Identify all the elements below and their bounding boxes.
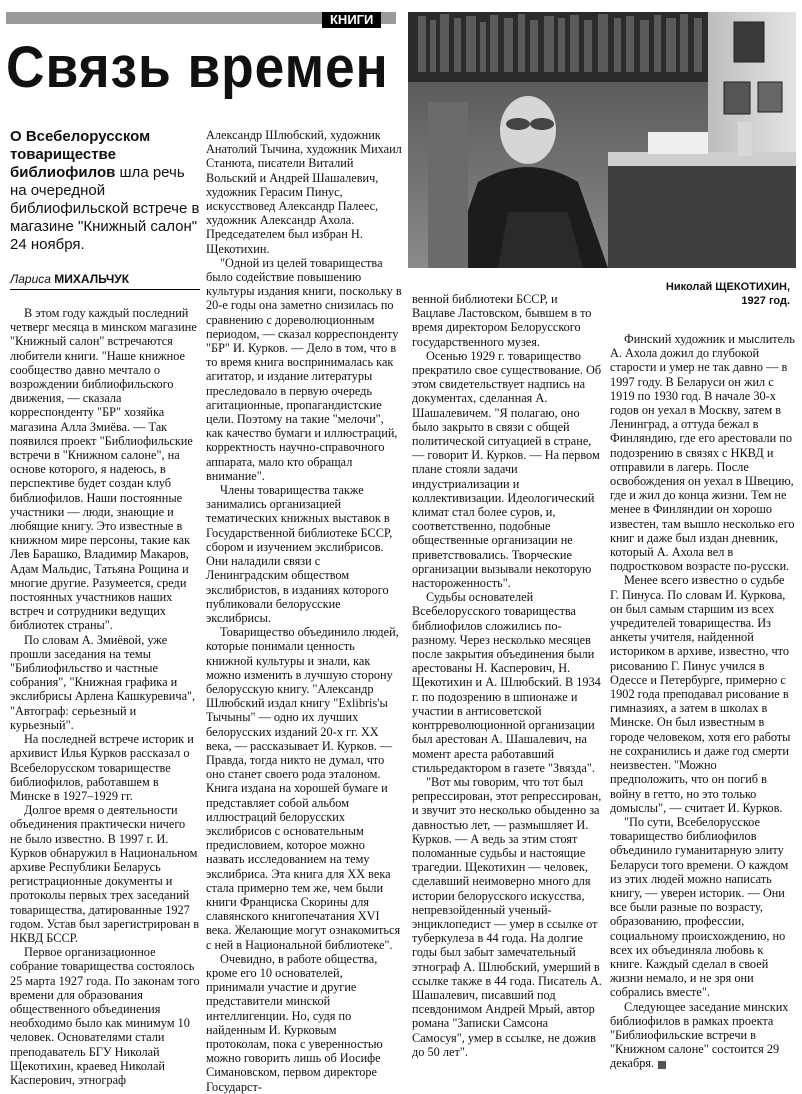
article-column-4 (610, 332, 796, 1071)
portrait-photo (408, 12, 796, 268)
paragraph: По словам А. Змиёвой, уже прошли заседания на темы "Библиофильство и частные собрания", "Книжная графика и экслибрисы Арлена Кашкуревича", "Автограф: серьезный и курьезный". (10, 632, 196, 732)
paragraph: Судьбы основателей Всебелорусского товарищества библиофилов сложились по-разному. Через несколько месяцев после закрытия объединения были арестованы Н. Касперович, Н. Щекотихин и А. Шлюбский. В 1934 г. по подозрению в шпионаже и участии в антисоветской контрреволюционной организации был арестован А. Шашалевич, на момент ареста работавший стильредактором в газете "Звязда". (412, 590, 601, 775)
paragraph: Следующее заседание минских библиофилов в рамках проекта "Библиофильские встречи в "Книжном салоне" состоится 29 декабря. (610, 999, 789, 1071)
paragraph: "Вот мы говорим, что тот был репрессирован, этот репрессирован, и звучит это несколько обыденно за давностью лет, — размышляет И. Курков. — А ведь за этим стоят поломанные судьбы и настоящие трагедии. Щекотихин — человек, сделавший неимоверно много для истории белорусского искусства, непревзойденный ученый-энциклопедист — умер в ссылке от туберкулеза в 44 года. На долгие годы был забыт замечательный этнограф А. Шлюбский, умерший в ссылке также в 44 года. Писатель А. Шашалевич, писавший под псевдонимом Андрей Мрый, автор романа "Записки Самсона Самосуя", умер в ссылке, не дожив до 50 лет". (412, 774, 602, 1059)
paragraph: Александр Шлюбский, художник Анатолий Тычина, художник Михаил Станюта, писатели Виталий Вольский и Андрей Шашалевич, художник Герасим Пинус, искусствовед Александр Палеес, художник Александр Ахола. Председателем был избран Н. Щекотихин. (206, 128, 402, 256)
paragraph: Очевидно, в работе общества, кроме его 10 основателей, принимали участие и другие представители минской интеллигенции. Но, судя по найденным И. Курковым протоколам, пока с уверенностью можно говорить лишь об Иосифе Симановском, первом директоре Государст- (206, 951, 383, 1094)
paragraph: Осенью 1929 г. товарищество прекратило свое существование. Об этом свидетельствует надпись на документах, сделанная А. Шашалевичем. "Я полагаю, оно было закрыто в связи с общей политической ситуацией в стране, — говорит И. Курков. — На первом плане стояли задачи индустриализации и коллективизации. Идеологический климат стал более суров, и, соответственно, подобные общественные организации не приветствовались. Творческие организации вызывали некоторую настороженность". (412, 348, 602, 591)
article-column-1 (10, 306, 200, 1087)
author-last-name: МИХАЛЬЧУК (54, 272, 130, 286)
paragraph: Товарищество объединило людей, которые понимали ценность книжной культуры и знали, как можно изменить в лучшую сторону белорусскую книгу. "Александр Шлюбский издал книгу "Exlibris'ы Тычыны" — одно их лучших белорусских изданий 20-х гг. XX века, — рассказывает И. Курков. — Правда, тогда никто не думал, что оно станет своего рода эталоном. Книга издана на хорошей бумаге и представляет собой альбом иллюстраций белорусских экслибрисов с основательным предисловием, которое можно назвать исследованием на тему экслибриса. Эта книга для XX века стала примерно тем же, чем были книги Франциска Скорины для славянского книгопечатания XVI века. Желающие могут ознакомиться с ней в Национальной библиотеке". (206, 625, 401, 952)
lead-bold: О Всебелорусском товариществе библиофилов (10, 128, 151, 181)
lead-text: шла речь на очередной библиофильской встрече в магазине "Книжный салон" 24 ноября. (10, 164, 200, 253)
paragraph: Члены товарищества также занимались организацией тематических книжных выставок в Государственной библиотеке БССР, сбором и изучением экслибрисов. Они наладили связи с Ленинградским обществом экслибристов, в изданиях которого публиковали белорусские экслибрисы. (206, 483, 393, 625)
paragraph: "По сути, Всебелорусское товарищество библиофилов объединило гуманитарную элиту Беларуси того времени. О каждом из этих людей можно написать книгу, — уверен историк. — Они все были разные по возрасту, образованию, профессии, социальному происхождению, но всех их объединяла любовь к книге. Каждый сделал в своей жизни немало, и не зря они собрались вместе". (610, 814, 789, 1000)
article-title: Связь времен (6, 35, 389, 100)
article-lead (10, 128, 200, 254)
author-byline (10, 272, 200, 290)
caption-name: Николай ЩЕКОТИХИН, (665, 281, 790, 293)
paragraph: Менее всего известно о судьбе Г. Пинуса. По словам И. Куркова, он был самым старшим из всех учредителей товарищества. Из анкеты учителя, найденной историком в архиве, известно, что рисованию Г. Пинус учился в Одессе и Петербурге, примерно с 1902 года преподавал рисование в гимназиях, а затем в школах в Минске. Он был известным в городе человеком, хотя его работы не сохранились и даже год смерти неизвестен. "Можно предположить, что он погиб в войну в гетто, но это только домыслы", — считает И. Курков. (610, 573, 791, 815)
caption-year: 1927 год. (741, 295, 790, 307)
paragraph: Первое организационное собрание товарищества состоялось 25 марта 1927 года. По законам того времени для образования общественного объединения необходимо было как минимум 10 человек. Основателями стали преподаватель БГУ Николай Щекотихин, краевед Николай Касперович, этнограф (10, 945, 200, 1087)
article-column-2 (206, 128, 402, 1094)
paragraph: На последней встрече историк и архивист Илья Курков рассказал о Всебелорусском товариществе библиофилов, работавшем в Минске в 1927–1929 гг. (10, 732, 194, 803)
article-column-3 (412, 292, 602, 1059)
paragraph: Долгое время о деятельности объединения практически ничего не было известно. В 1997 г. И. Курков обнаружил в Национальном архиве Республики Беларусь регистрационные документы и протоколы первых трех заседаний товарищества, датированные 1927 годом. Устав был зарегистрирован в НКВД БССР. (10, 803, 200, 945)
rubric-label: КНИГИ (322, 12, 381, 28)
paragraph: "Одной из целей товарищества было содействие повышению культуры издания книги, поскольку в 20-е годы она заметно снизилась по сравнению с дореволюционным периодом, — сказал корреспонденту "БР" И. Курков. — Дело в том, что в то время книга воспринималась как агитатор, и издание литературы преследовало в первую очередь агитационные, пропагандистские цели. Поэтому на такие "мелочи", как качество бумаги и иллюстраций, корректность научно-справочного аппарата, мало кто обращал внимание". (206, 255, 402, 483)
portrait-photo-illustration (408, 12, 796, 268)
paragraph: Финский художник и мыслитель А. Ахола дожил до глубокой старости и умер не так давно — в 1997 году. В Беларуси он жил с 1919 по 1930 год. В начале 30-х годов он уехал в Москву, затем в Ленинград, а оттуда бежал в Финляндию, где его арестовали по подозрению в связях с НКВД и отправили в лагерь. После освобождения он уехал в Швецию, где и жил до конца жизни. Тем не менее в Финляндии он хорошо известен, там вышло несколько его книг и даже был издан дневник, который А. Ахола вел в подростковом возрасте по-русски. (610, 332, 795, 574)
author-first-name: Лариса (10, 272, 51, 286)
paragraph: венной библиотеки БССР, и Вацлаве Ластовском, бывшем в то время директором Белорусского государственного музея. (412, 292, 592, 349)
end-of-article-mark (658, 1061, 666, 1069)
paragraph: В этом году каждый последний четверг месяца в минском магазине "Книжный салон" встречаются любители книги. "Наше книжное сообщество давно мечтало о возрождении библиофильского движения, — сказала корреспонденту "БР" хозяйка магазина Алла Змиёва. — Так появился проект "Библиофильские встречи в "Книжном салоне", на основе которого, я надеюсь, в перспективе будет создан клуб библиофилов. Наши постоянные участники — люди, знающие и любящие книгу. Это известные в книжном мире персоны, такие как Лев Барашко, Владимир Макаров, Адам Мальдис, Татьяна Рощина и многие другие. Разумеется, среди постоянных участников наших встреч и сотрудники ведущих библиотек страны". (10, 306, 197, 633)
